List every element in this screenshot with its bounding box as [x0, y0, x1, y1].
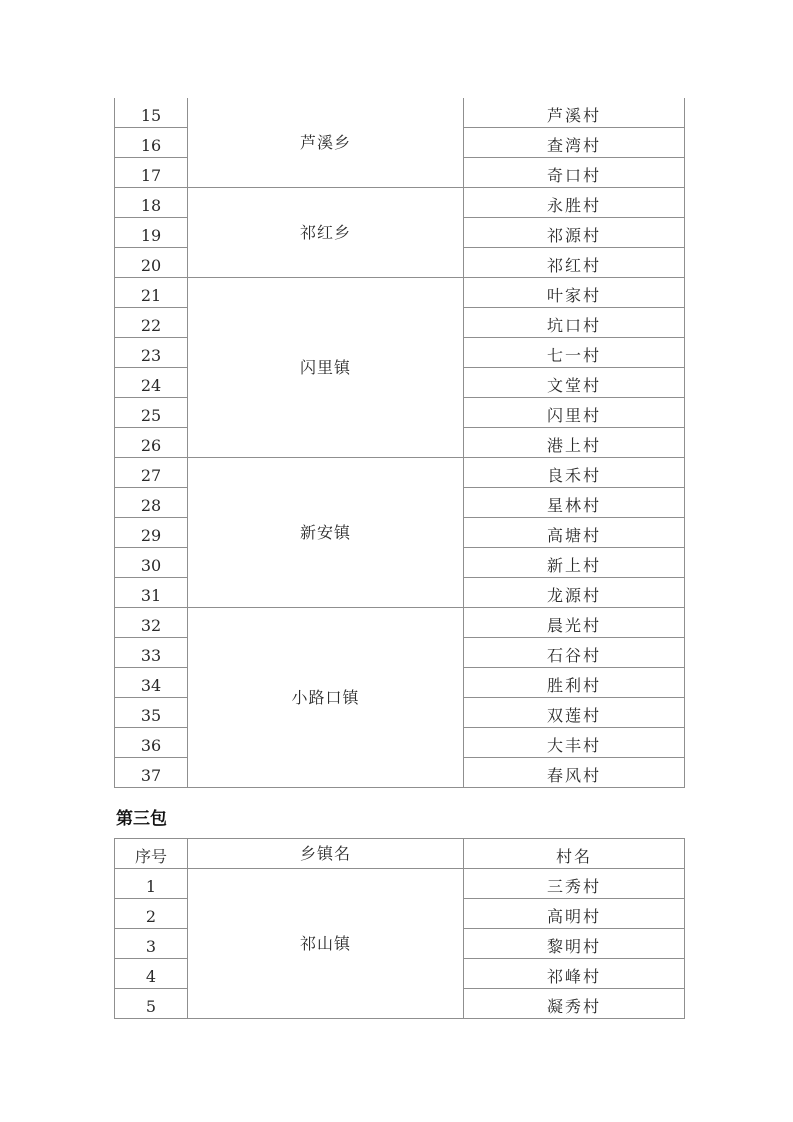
village-cell: 文堂村	[464, 368, 685, 398]
seq-cell: 3	[115, 929, 188, 959]
table-header-row	[115, 839, 685, 869]
village-cell: 叶家村	[464, 278, 685, 308]
village-cell: 永胜村	[464, 188, 685, 218]
village-cell: 春风村	[464, 758, 685, 788]
seq-cell: 27	[115, 458, 188, 488]
seq-cell: 18	[115, 188, 188, 218]
village-cell: 祁红村	[464, 248, 685, 278]
village-cell: 奇口村	[464, 158, 685, 188]
seq-cell: 22	[115, 308, 188, 338]
seq-cell: 4	[115, 959, 188, 989]
seq-cell: 26	[115, 428, 188, 458]
village-cell: 黎明村	[464, 929, 685, 959]
village-table-part2	[114, 838, 685, 1019]
seq-cell: 28	[115, 488, 188, 518]
table-row	[115, 458, 685, 488]
seq-cell: 29	[115, 518, 188, 548]
village-cell: 闪里村	[464, 398, 685, 428]
seq-cell: 19	[115, 218, 188, 248]
village-cell: 双莲村	[464, 698, 685, 728]
seq-cell: 17	[115, 158, 188, 188]
seq-cell: 25	[115, 398, 188, 428]
seq-cell: 30	[115, 548, 188, 578]
seq-cell: 23	[115, 338, 188, 368]
table-row	[115, 869, 685, 899]
village-cell: 凝秀村	[464, 989, 685, 1019]
header-village: 村名	[464, 839, 685, 869]
village-cell: 大丰村	[464, 728, 685, 758]
village-cell: 高明村	[464, 899, 685, 929]
header-seq: 序号	[115, 839, 188, 869]
village-cell: 晨光村	[464, 608, 685, 638]
seq-cell: 31	[115, 578, 188, 608]
seq-cell: 20	[115, 248, 188, 278]
village-cell: 芦溪村	[464, 98, 685, 128]
seq-cell: 1	[115, 869, 188, 899]
seq-cell: 34	[115, 668, 188, 698]
town-cell: 新安镇	[188, 458, 464, 608]
seq-cell: 37	[115, 758, 188, 788]
village-cell: 三秀村	[464, 869, 685, 899]
table-row	[115, 188, 685, 218]
village-cell: 祁峰村	[464, 959, 685, 989]
town-cell: 芦溪乡	[188, 98, 464, 188]
town-cell: 祁红乡	[188, 188, 464, 278]
town-cell: 小路口镇	[188, 608, 464, 788]
table-row	[115, 278, 685, 308]
village-cell: 星林村	[464, 488, 685, 518]
village-cell: 胜利村	[464, 668, 685, 698]
seq-cell: 2	[115, 899, 188, 929]
seq-cell: 36	[115, 728, 188, 758]
seq-cell: 16	[115, 128, 188, 158]
town-cell: 祁山镇	[188, 869, 464, 1019]
town-cell: 闪里镇	[188, 278, 464, 458]
village-cell: 良禾村	[464, 458, 685, 488]
table-row	[115, 608, 685, 638]
village-cell: 七一村	[464, 338, 685, 368]
village-table-part1	[114, 98, 685, 788]
village-cell: 石谷村	[464, 638, 685, 668]
seq-cell: 24	[115, 368, 188, 398]
seq-cell: 5	[115, 989, 188, 1019]
seq-cell: 15	[115, 98, 188, 128]
table-row	[115, 98, 685, 128]
village-cell: 坑口村	[464, 308, 685, 338]
village-cell: 祁源村	[464, 218, 685, 248]
village-cell: 查湾村	[464, 128, 685, 158]
seq-cell: 32	[115, 608, 188, 638]
seq-cell: 35	[115, 698, 188, 728]
village-cell: 新上村	[464, 548, 685, 578]
section-title: 第三包	[116, 809, 167, 829]
header-town: 乡镇名	[188, 839, 464, 869]
seq-cell: 21	[115, 278, 188, 308]
village-cell: 港上村	[464, 428, 685, 458]
seq-cell: 33	[115, 638, 188, 668]
village-cell: 高塘村	[464, 518, 685, 548]
village-cell: 龙源村	[464, 578, 685, 608]
